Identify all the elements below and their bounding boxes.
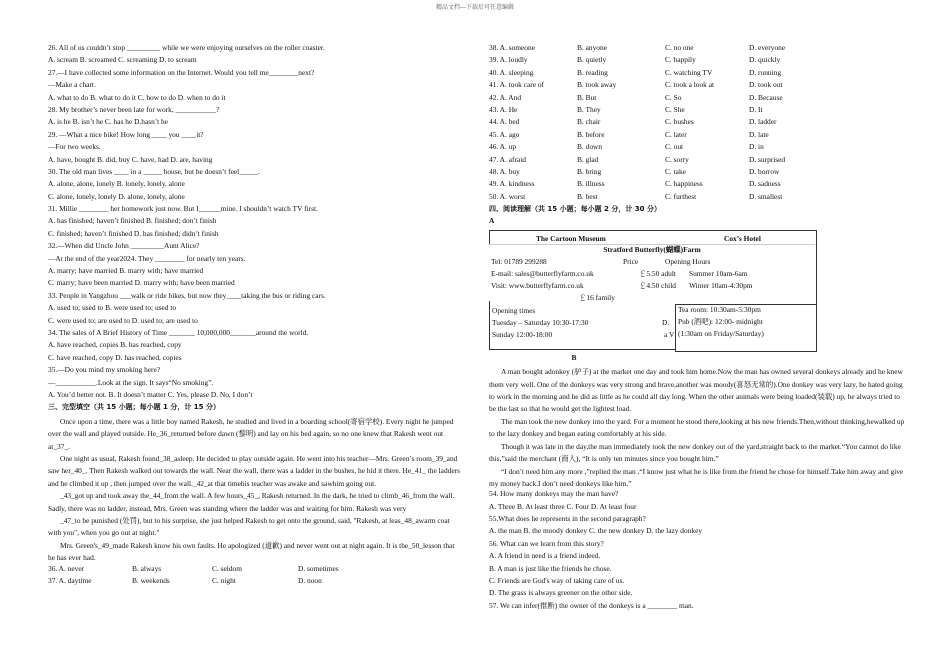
- farm-title: Stratford Butterfly(蝴蝶)Farm: [603, 244, 701, 254]
- question-line: C. alone, lonely, lonely D. alone, lonely, alone: [48, 192, 185, 201]
- museum-sunday: Sunday 12:00-18:00: [492, 329, 553, 339]
- passage-b-label: B: [571, 353, 577, 362]
- option-choice: B. quietly: [577, 56, 607, 65]
- option-choice: D. late: [749, 130, 769, 139]
- hotel-friday: (1:30am on Friday/Saturday): [678, 328, 764, 338]
- option-choice: B. They: [577, 105, 601, 114]
- question-line: A. scream B. screamed C. screaming D. to scream: [48, 56, 197, 65]
- cloze-paragraph: _43_got up and took away the_44_from the wall. A few hours_45_, Rakesh returned. In the dark, he tried to climb_46_from the wall. Sadly, there was no ladder, instead, Mrs. Green was standing where the ladder was and waiting for him. Rakesh was very: [48, 491, 455, 513]
- question-line: 29. —What a nice bike! How long ____ you ____it?: [48, 130, 204, 139]
- option-row: [489, 143, 906, 155]
- option-choice: B. always: [132, 564, 162, 573]
- option-choice: B. anyone: [577, 44, 607, 52]
- question-line: A. what to do B. what to do it C. how to do D. when to do it: [48, 93, 226, 102]
- option-choice: 40. A. sleeping: [489, 68, 534, 77]
- question-line: 27.—I have collected some information on the Internet. Would you tell me________next?: [48, 68, 315, 77]
- passage-a-label: A: [489, 217, 495, 226]
- question-line: A. alone, alone, lonely B. lonely, lonely, alone: [48, 180, 185, 189]
- passage-paragraph: Though it was late in the day,the man immediately took the new donkey out of the yard,straight back to the market.“You cannot do like this,”said the merchant (商人), “It is only ten minutes since you bought him.”: [489, 441, 901, 464]
- option-row: [489, 180, 906, 192]
- option-choice: 47. A. afraid: [489, 155, 526, 164]
- option-row: [489, 118, 906, 130]
- farm-tel: Tel: 01789 299288: [491, 256, 547, 266]
- option-choice: 41. A. took care of: [489, 81, 545, 90]
- hotel-title: Cox’s Hotel: [724, 233, 761, 243]
- option-row: [489, 168, 906, 180]
- cloze-paragraph: One night as usual, Rakesh found_38_asleep. He decided to play outside again. He went into his teacher—Mrs. Green’s room_39_and saw her_40_. Then Rakesh walked out towards the wall. Near the wall, there was a ladder in the bushes, he hid it there. He_41_ the ladders and he climbed it up , then jumped over the wall._42_at that timehis teacher was awake and sawhim going out.: [48, 453, 460, 488]
- option-choice: C. bushes: [665, 118, 694, 127]
- option-choice: B. chair: [577, 118, 601, 127]
- option-choice: 36. A. never: [48, 564, 85, 573]
- option-choice: C. out: [665, 143, 684, 152]
- option-choice: C. later: [665, 130, 687, 139]
- cloze-options-right: [489, 44, 906, 205]
- option-choice: B. illness: [577, 180, 605, 189]
- option-row: [489, 69, 906, 81]
- cloze-paragraph: Mrs. Green's_49_made Rakesh know his own faults. He apologized (道歉) and never went out at night again. It is the_50_lesson that he has ever had.: [48, 540, 455, 563]
- option-choice: 39. A. loudly: [489, 56, 528, 65]
- ads-box: [489, 230, 906, 360]
- option-choice: D. in: [749, 143, 764, 152]
- option-row: [489, 94, 906, 106]
- option-choice: D. borrow: [749, 167, 780, 176]
- question-line: —At the end of the year2024. They ________ for nearly ten years.: [48, 254, 246, 263]
- page-header: 精品文档---下载后可任意编辑: [436, 5, 514, 11]
- option-choice: B. took away: [577, 81, 617, 90]
- option-choice: 46. A. up: [489, 143, 517, 152]
- question-line: D. The grass is always greener on the other side.: [489, 589, 633, 598]
- question-line: A. the man B. the moody donkey C. the new donkey D. the lazy donkey: [489, 527, 703, 536]
- question-line: —Make a chart.: [48, 81, 96, 90]
- question-line: 33. People in Yangzhou ___walk or ride bikes, but now they____taking the bus or riding cars.: [48, 291, 326, 300]
- option-choice: 49. A. kindness: [489, 180, 535, 189]
- hotel-box: [675, 304, 817, 352]
- option-row: [48, 565, 460, 577]
- option-choice: 45. A. ago: [489, 130, 520, 139]
- question-line: 34. The sales of A Brief History of Time _______ 10,000,000_______around the world.: [48, 328, 309, 337]
- option-choice: D. quickly: [749, 56, 781, 65]
- butterfly-farm-box: [489, 244, 815, 301]
- question-line: A. is he B. isn’t he C. has he D.hasn’t he: [48, 118, 169, 127]
- passage-paragraph: A man bought adonkey (驴子) at the market one day and took him home.Now the man has owned several donkeys already and he knew them very well. One of the donkeys was very strong and brave,another was moody(喜怒无常的).One donkey was very lazy, he hated going to work in the morning and he did as little as he could all day long. When the other animals were being loaded(装载) up, he always tried to be the last so that he would get the lightest load.: [489, 367, 903, 414]
- option-choice: 50. A. worst: [489, 192, 526, 201]
- option-choice: C. take: [665, 167, 686, 176]
- option-choice: C. So: [665, 93, 682, 102]
- question-line: A. has finished; haven’t finished B. finished; don’t finish: [48, 217, 217, 226]
- option-choice: D. smallest: [749, 192, 783, 201]
- question-line: 28. My brother’s never been late for work, ___________?: [48, 105, 220, 114]
- option-choice: D. running: [749, 68, 782, 77]
- question-line: A. have, bought B. did, buy C. have, had D. are, having: [48, 155, 213, 164]
- reading-questions: [489, 490, 906, 614]
- option-choice: C. watching TV: [665, 68, 713, 77]
- fragment-d: D.: [662, 317, 670, 327]
- question-line: A. have reached, copies B. has reached, copy: [48, 341, 182, 350]
- option-choice: B. reading: [577, 68, 608, 77]
- option-choice: 44. A. bed: [489, 118, 520, 127]
- question-line: C. finished; haven’t finished D. has finished; didn’t finish: [48, 229, 219, 238]
- option-choice: D. Because: [749, 93, 783, 102]
- question-line: A. Three B. At least three C. Four D. At least four: [489, 502, 637, 511]
- option-row: [489, 81, 906, 93]
- question-line: 35.—Do you mind my smoking here?: [48, 366, 161, 375]
- option-choice: C. furthest: [665, 192, 697, 201]
- cloze-options-left: [48, 565, 460, 590]
- question-line: B. A man is just like the friends he chose.: [489, 564, 612, 573]
- fragment-av: a V: [664, 329, 675, 339]
- question-line: 30. The old man lives ____ in a _____ house, but he doesn’t feel_____.: [48, 167, 260, 176]
- museum-opening: Opening times: [492, 305, 536, 315]
- passage-paragraph: The man took the new donkey into the yard. For a moment he stood there,looking at his new friends.Then,without thinking,hewalked up to the lazy donkey and began eating comfortably at his side.: [489, 416, 905, 439]
- option-choice: C. no one: [665, 44, 694, 52]
- option-choice: 38. A. someone: [489, 44, 535, 52]
- question-line: —For two weeks.: [48, 143, 101, 152]
- option-choice: D. It: [749, 105, 763, 114]
- question-line: A. You’d better not. B. It doesn’t matter C. Yes, please D. No, I don’t: [48, 390, 253, 399]
- question-line: A. A friend in need is a friend indeed.: [489, 552, 601, 561]
- child-price: ￡4.50 child: [639, 280, 676, 290]
- option-choice: D. everyone: [749, 44, 786, 52]
- question-line: 31. Millie ________ her homework just now. But I______mine. I shouldn’t watch TV first.: [48, 205, 318, 214]
- option-choice: C. happiness: [665, 180, 703, 189]
- museum-title: The Cartoon Museum: [536, 233, 606, 243]
- hotel-pub: Pub (酒吧): 12:00- midnight: [678, 316, 763, 326]
- option-choice: B. But: [577, 93, 597, 102]
- question-line: A. used to; used to B. were used to; used to: [48, 304, 177, 313]
- question-line: 57. We can infer(推断) the owner of the donkeys is a ________ man.: [489, 601, 694, 610]
- section-4-title: 四、阅读理解（共 15 小题；每小题 2 分，计 30 分）: [489, 205, 661, 214]
- question-line: A. marry; have married B. marry with; have married: [48, 267, 204, 276]
- question-line: —___________.Look at the sign. It says“No smoking”.: [48, 378, 214, 387]
- option-row: [489, 44, 906, 56]
- hours-label: Opening Hours: [665, 256, 711, 266]
- option-choice: D. took out: [749, 81, 783, 90]
- cloze-paragraph: _47_to be punished (处罚), but to his surprise, she just helped Rakesh to get onto the ground, said, "Rakesh, at leas_48_awarm coat with you", when you go out at night.": [48, 515, 450, 538]
- question-line: 55.What does he represents in the second paragraph?: [489, 515, 646, 524]
- question-line: 32.—When did Uncle John _________Aunt Alice?: [48, 242, 200, 251]
- option-choice: B. before: [577, 130, 605, 139]
- option-choice: C. seldom: [212, 564, 242, 573]
- cloze-passage: [48, 416, 460, 565]
- option-choice: C. She: [665, 105, 685, 114]
- option-choice: D. sometimes: [298, 564, 339, 573]
- museum-days: Tuesday – Saturday 10:30-17:30: [492, 317, 589, 327]
- farm-email: E-mail: sales@butterflyfarm.co.uk: [491, 268, 594, 278]
- option-choice: D. sadness: [749, 180, 781, 189]
- passage-paragraph: “I don’t need him any more ,”replied the man ,“I know just what he is like from the friend he chose for himself.Take him away and give my money back.I don’t need donkeys like him.”: [489, 466, 904, 488]
- question-line: 26. All of us couldn’t stop _________ while we were enjoying ourselves on the roller coaster.: [48, 44, 325, 52]
- multiple-choice-list: [48, 44, 460, 403]
- option-row: [489, 56, 906, 68]
- option-choice: C. night: [212, 576, 236, 585]
- option-choice: B. best: [577, 192, 598, 201]
- option-row: [489, 193, 906, 205]
- family-price: ￡16 family: [579, 292, 615, 302]
- hotel-tea: Tea room: 10:30am-5:30pm: [678, 304, 761, 314]
- option-row: [489, 156, 906, 168]
- cloze-paragraph: Once upon a time, there was a little boy named Rakesh, he studied and lived in a boarding school(寄宿学校). Every night he jumped over the wall and played outside. He_36_returned before dawn (黎明) and lay on his bed again, so no one knew that Rakesh went out at_37_.: [48, 416, 454, 451]
- option-choice: D. ladder: [749, 118, 777, 127]
- option-choice: 42. A. And: [489, 93, 522, 102]
- question-line: C. have reached, copy D. has reached, copies: [48, 353, 182, 362]
- option-choice: C. happily: [665, 56, 696, 65]
- option-choice: 37. A. daytime: [48, 576, 92, 585]
- option-row: [489, 106, 906, 118]
- option-choice: B. weekends: [132, 576, 170, 585]
- question-line: C. marry; have been married D. marry with; have been married: [48, 279, 235, 288]
- option-row: [489, 131, 906, 143]
- option-choice: B. down: [577, 143, 603, 152]
- question-line: C. Friends are God's way of taking care of us.: [489, 577, 625, 586]
- question-line: 54. How many donkeys may the man have?: [489, 490, 619, 499]
- option-choice: 43. A. He: [489, 105, 518, 114]
- winter-hours: Winter 10am-4:30pm: [689, 280, 753, 290]
- option-choice: D. noon: [298, 576, 322, 585]
- option-choice: B. glad: [577, 155, 599, 164]
- section-3-title: 三、完型填空（共 15 小题；每小题 1 分，计 15 分）: [48, 403, 220, 412]
- option-choice: C. took a look at: [665, 81, 715, 90]
- option-choice: C. sorry: [665, 155, 689, 164]
- passage-b: [489, 366, 906, 490]
- question-line: C. were used to; are used to D. used to; are used to: [48, 316, 198, 325]
- question-line: 56. What can we learn from this story?: [489, 539, 604, 548]
- right-column: [489, 44, 906, 614]
- adult-price: ￡5.50 adult: [639, 268, 676, 278]
- option-choice: D. surprised: [749, 155, 786, 164]
- option-choice: B. bring: [577, 167, 602, 176]
- summer-hours: Summer 10am-6am: [689, 268, 748, 278]
- option-choice: 48. A. buy: [489, 167, 520, 176]
- left-column: [48, 44, 460, 589]
- farm-visit: Visit: www.butterflyfarm.co.uk: [491, 280, 584, 290]
- option-row: [48, 577, 460, 589]
- price-label: Price: [623, 256, 639, 266]
